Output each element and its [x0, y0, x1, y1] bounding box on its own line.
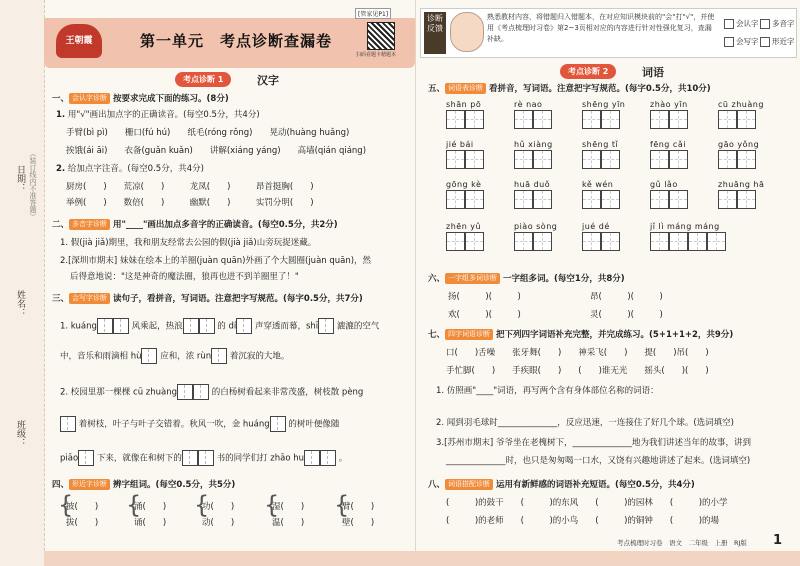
check-label: 会写字 [736, 37, 759, 46]
q-text: 把下列四字词语补充完整，并完成练习。(5+1+1+2，共9分) [496, 330, 734, 340]
word-pair-1-2[interactable]: 拔( ) [66, 518, 99, 528]
brace-icon: { [194, 491, 210, 519]
sentence-text: 的树叶便像随 [288, 419, 340, 430]
write-box[interactable] [446, 110, 465, 129]
write-box[interactable] [182, 450, 198, 466]
write-box[interactable] [318, 318, 334, 334]
write-box[interactable] [270, 416, 286, 432]
tian-grid [514, 232, 557, 251]
word-pair-1-1[interactable]: 披( ) [66, 502, 99, 512]
word-pair-5-2[interactable]: 壁( ) [342, 518, 375, 528]
write-box[interactable] [320, 450, 336, 466]
q-tag: 会写字诊断 [69, 293, 110, 304]
question-3-heading [52, 292, 363, 306]
q3-line1 [60, 318, 379, 334]
write-box[interactable] [465, 190, 484, 209]
pinyin-prompt: jué dé [582, 222, 610, 231]
sentence-text: 中，音乐和雨滴相 hù [60, 351, 142, 362]
pinyin-cell [582, 180, 620, 209]
write-box[interactable] [177, 384, 193, 400]
q-tag: 多音字诊断 [69, 219, 110, 230]
pinyin-cell [718, 100, 764, 129]
write-box[interactable] [514, 150, 533, 169]
pinyin-cell [718, 140, 759, 169]
q7-item3[interactable]: 3.[苏州市期末] 爷爷坐在老槐树下，______________地为我们讲述当年的故事，讲到 [436, 438, 751, 448]
word-pair-3-2[interactable]: 动( ) [202, 518, 235, 528]
q-tag: 词语表诊断 [445, 83, 486, 94]
question-8-heading [428, 478, 695, 492]
write-box[interactable] [650, 190, 669, 209]
write-box[interactable] [446, 150, 465, 169]
sentence-text: 应和，浓 rùn [160, 351, 212, 362]
pinyin-cell [446, 222, 484, 251]
write-box[interactable] [669, 150, 688, 169]
word-pair-5-1[interactable]: 臂( ) [342, 502, 375, 512]
tian-grid [718, 190, 764, 209]
pinyin-cell [582, 222, 620, 251]
pinyin-prompt: gōng kè [446, 180, 482, 189]
write-box[interactable] [97, 318, 113, 334]
tian-grid [514, 150, 553, 169]
check-polyphone[interactable] [760, 18, 795, 29]
sentence-text: 着树枝，叶子与叶子交错着。秋风一吹，金 huáng [78, 419, 270, 430]
pinyin-cell [514, 222, 557, 251]
tian-grid [446, 232, 484, 251]
pinyin-prompt: shēng yīn [582, 100, 626, 109]
pinyin-prompt: rè nao [514, 100, 543, 109]
pinyin-prompt: shēng tǐ [582, 140, 619, 149]
pinyin-prompt: gāo yǒng [718, 140, 760, 149]
pinyin-prompt: jǐ lì máng máng [650, 222, 720, 231]
q7-item2[interactable]: 2. 闻到羽毛球时______________，反应迅速，一连接住了好几个球。(选词填空) [436, 418, 734, 428]
q-text: 按要求完成下面的练习。(8分) [113, 94, 229, 104]
qr-caption: 扫码看题卡精题本 [356, 52, 397, 58]
question-1-heading [52, 92, 229, 106]
check-read[interactable] [724, 18, 759, 29]
q6-row1-b[interactable]: 昂( )( ) [590, 292, 663, 302]
pinyin-prompt: shān pō [446, 100, 482, 109]
tian-grid [650, 190, 688, 209]
q2-row1[interactable]: 厨房( ) 荒凉( ) 龙凤( ) 昂首挺胸( ) [66, 182, 314, 192]
write-box[interactable] [533, 150, 552, 169]
write-box[interactable] [650, 150, 669, 169]
q1-row1[interactable]: 手臂(bì pì) 栅口(fú hú) 纸毛(róng rǒng) 晃动(huàng huǎng) [66, 128, 350, 138]
pinyin-prompt: zhēn yǔ [446, 222, 482, 231]
q-num: 四、 [52, 480, 70, 490]
tian-grid [718, 150, 759, 169]
sentence-text: 的白杨树看起来非常茂盛，树枝散 pèng [211, 387, 364, 398]
pinyin-cell [446, 180, 484, 209]
brace-icon: { [334, 491, 350, 519]
q-num: 七、 [428, 330, 446, 340]
write-box[interactable] [669, 232, 688, 251]
cartoon-face-icon [450, 12, 484, 52]
binding-margin [0, 0, 45, 566]
write-box[interactable] [650, 232, 669, 251]
q-text: 一字组多词。(每空1分，共8分) [503, 274, 625, 284]
footer-text: 考点梳理时习卷 语文 二年级 上册 RJ版 [617, 539, 747, 547]
question-6-heading [428, 272, 625, 286]
pinyin-prompt: piāo [60, 453, 79, 464]
pinyin-cell [650, 100, 688, 129]
write-box[interactable] [737, 150, 756, 169]
q-num: 八、 [428, 480, 446, 490]
q-num: 六、 [428, 274, 446, 284]
q7-item1[interactable]: 1. 仿照画"____"词语，再写两个含有身体部位名称的词语： [436, 386, 659, 396]
check-label: 多音字 [772, 19, 795, 28]
write-box[interactable] [718, 110, 737, 129]
write-box[interactable] [718, 190, 737, 209]
pinyin-prompt: piào sòng [514, 222, 558, 231]
sub-num: 2. [56, 164, 66, 174]
q7-item3-cont[interactable]: ______________时，也只是匆匆喝一口水，又饶有兴趣地讲述了起来。(选词填空) [446, 456, 751, 466]
write-box[interactable] [446, 232, 465, 251]
pinyin-prompt: huā duǒ [514, 180, 551, 189]
word-pair-2-1[interactable]: 涌( ) [134, 502, 167, 512]
q-num: 三、 [52, 294, 70, 304]
q-text: 运用有新鲜感的词语补充短语。(每空0.5分，共4分) [496, 480, 695, 490]
q8-row2[interactable]: ( )的老师 ( )的小鸟 ( )的铜钟 ( )的場 [446, 516, 720, 526]
tian-grid [718, 110, 764, 129]
pinyin-cell [582, 140, 620, 169]
write-box[interactable] [533, 232, 552, 251]
sentence-text: 声穿透而幕，shī [254, 321, 319, 332]
write-box[interactable] [669, 110, 688, 129]
write-box[interactable] [465, 232, 484, 251]
feedback-text: 熟悉教材内容，将错题归入错题本，在对应知识模块前的"会"打"√"，并使用《考点梳理时习卷》第2~3页相对应的内容进行针对性强化复习，查漏补缺。 [487, 13, 715, 43]
write-box[interactable] [688, 232, 707, 251]
write-box[interactable] [582, 232, 601, 251]
q6-row2-b[interactable]: 灵( )( ) [590, 310, 663, 320]
q-text: 读句子，看拼音，写词语。注意把字写规范。(每字0.5分，共7分) [113, 294, 363, 304]
section-title-2: 词语 [642, 66, 664, 79]
pinyin-cell [446, 140, 484, 169]
q2-row2[interactable]: 举例( ) 数倍( ) 幽默( ) 实罚分明( ) [66, 198, 314, 208]
write-box[interactable] [514, 110, 533, 129]
pinyin-prompt: gǔ lǎo [650, 180, 678, 189]
write-box[interactable] [582, 110, 601, 129]
check-write[interactable] [724, 36, 759, 47]
sentence-text: 着沉寂的大地。 [229, 351, 290, 362]
q8-row1[interactable]: ( )的鼓干 ( )的东风 ( )的园林 ( )的小学 [446, 498, 728, 508]
sentence-text: 。 [338, 453, 348, 464]
sentence-text: 的 dí [217, 321, 237, 332]
write-box[interactable] [199, 318, 215, 334]
write-box[interactable] [514, 190, 533, 209]
q-num: 五、 [428, 84, 446, 94]
q7-row1[interactable]: 口( )舌噪 张牙舞( ) 神采飞( ) 提( )吊( ) [446, 348, 709, 358]
q-tag: 词语搭配诊断 [445, 479, 493, 490]
page-number: 1 [773, 533, 783, 548]
seal-note: （装订线内不准答题） [29, 150, 37, 220]
write-box[interactable] [60, 416, 76, 432]
tian-grid [582, 110, 625, 129]
write-box[interactable] [113, 318, 129, 334]
write-box[interactable] [601, 190, 620, 209]
pinyin-cell [650, 140, 688, 169]
tian-grid [446, 190, 484, 209]
q3-line3 [60, 384, 363, 400]
sentence-text: 风乘起，热浪 [131, 321, 183, 332]
write-box[interactable] [718, 150, 737, 169]
pinyin-cell [514, 140, 553, 169]
sub-text: 给加点字注音。(每空0.5分，共4分) [67, 164, 204, 174]
word-pair-2-2[interactable]: 诵( ) [134, 518, 167, 528]
q3-line4 [60, 416, 339, 432]
brace-icon: { [264, 491, 280, 519]
word-pair-4-2[interactable]: 温( ) [272, 518, 305, 528]
write-box[interactable] [465, 150, 484, 169]
write-box[interactable] [737, 190, 756, 209]
pinyin-prompt: zhuāng hā [718, 180, 765, 189]
q2-item2-cont: 后得意地说："这是神奇的魔法圈，狼再也进不到羊圈里了！" [70, 272, 299, 282]
page-title: 第一单元 考点诊断查漏卷 [140, 32, 333, 50]
write-box[interactable] [446, 190, 465, 209]
question-7-heading [428, 328, 733, 342]
brand-logo: 王朝霞 [56, 24, 102, 58]
q2-item1[interactable]: 1. 假(jià jiǎ)期里，我和朋友经常去公园的假(jià jiǎ)山旁玩捉迷藏。 [60, 238, 317, 248]
tian-grid [514, 190, 552, 209]
tian-grid [582, 150, 620, 169]
q-num: 二、 [52, 220, 70, 230]
q1-row2[interactable]: 挨饿(ái āi) 衣备(guǎn kuǎn) 讲解(xiáng yáng) 高墙(qián qiáng) [66, 146, 367, 156]
sentence-text: 2. 校园里那一棵棵 cū zhuàng [60, 387, 178, 398]
q-num: 一、 [52, 94, 70, 104]
tian-grid [582, 232, 620, 251]
write-box[interactable] [304, 450, 320, 466]
q6-row1-a[interactable]: 扬( )( ) [448, 292, 521, 302]
q6-row2-a[interactable]: 欢( )( ) [448, 310, 521, 320]
q-text: 辨字组词。(每空0.5分，共5分) [113, 480, 236, 490]
pinyin-cell [650, 180, 688, 209]
bottom-band [44, 551, 800, 566]
pinyin-cell [718, 180, 764, 209]
tian-grid [514, 110, 552, 129]
pinyin-cell [514, 180, 552, 209]
q1-sub2 [56, 162, 204, 176]
qr-code-icon[interactable] [367, 22, 395, 50]
word-pair-3-1[interactable]: 功( ) [202, 502, 235, 512]
pinyin-prompt: jié bái [446, 140, 474, 149]
feedback-tag: 诊断反馈 [424, 12, 446, 54]
tian-grid [650, 150, 688, 169]
write-box[interactable] [141, 348, 157, 364]
write-box[interactable] [707, 232, 726, 251]
pinyin-cell [650, 222, 726, 251]
write-box[interactable] [533, 190, 552, 209]
tian-grid [446, 110, 484, 129]
question-2-heading [52, 218, 338, 232]
tian-grid [650, 110, 688, 129]
q2-item2[interactable]: 2.[深圳市期末] 妹妹在绘本上的羊圈(juàn quān)外画了个大圆圈(juàn quān)，然 [60, 256, 372, 266]
write-box[interactable] [193, 384, 209, 400]
tian-grid [446, 150, 484, 169]
write-box[interactable] [582, 150, 601, 169]
pinyin-cell [514, 100, 552, 129]
write-box[interactable] [582, 190, 601, 209]
write-box[interactable] [236, 318, 252, 334]
q-tag: 会认字诊断 [69, 93, 110, 104]
section-banner-2: 考点诊断 2 [560, 64, 616, 79]
question-4-heading [52, 478, 235, 492]
write-box[interactable] [183, 318, 199, 334]
write-box[interactable] [601, 150, 620, 169]
q7-row2[interactable]: 手忙脚( ) 手疾眼( ) ( )谁无光 摇头( )( ) [446, 366, 709, 376]
brace-icon: { [58, 491, 74, 519]
q-tag: 形近字诊断 [69, 479, 110, 490]
q-text: 看拼音，写词语。注意把字写规范。(每字0.5分，共10分) [489, 84, 711, 94]
pinyin-cell [582, 100, 625, 129]
pinyin-prompt: zhào yīn [650, 100, 688, 109]
pinyin-prompt: kě wén [582, 180, 614, 189]
qr-tag: [管家见P1] [355, 8, 391, 19]
tian-grid [582, 190, 620, 209]
section-title-1: 汉字 [257, 74, 279, 87]
write-box[interactable] [669, 190, 688, 209]
pinyin-prompt: fēng cǎi [650, 140, 686, 149]
word-pair-4-1[interactable]: 湿( ) [272, 502, 305, 512]
q3-line2 [60, 348, 289, 364]
question-5-heading [428, 82, 711, 96]
check-similar[interactable] [760, 36, 795, 47]
sub-num: 1. [56, 110, 66, 120]
write-box[interactable] [211, 348, 227, 364]
write-box[interactable] [78, 450, 94, 466]
date-label: 日期： [15, 165, 25, 192]
write-box[interactable] [737, 110, 756, 129]
q3-line5 [60, 450, 347, 466]
q1-sub1 [56, 108, 260, 122]
sub-text: 用"√"画出加点字的正确读音。(每空0.5分，共4分) [67, 110, 260, 120]
class-label: 班级： [15, 420, 25, 447]
pinyin-prompt: hǔ xiàng [514, 140, 553, 149]
q-text: 用"____"画出加点多音字的正确读音。(每空0.5分，共2分) [113, 220, 338, 230]
sentence-text: 漉漉的空气 [336, 321, 380, 332]
write-box[interactable] [650, 110, 669, 129]
check-label: 形近字 [772, 37, 795, 46]
pinyin-cell [446, 100, 484, 129]
section-banner-1: 考点诊断 1 [175, 72, 231, 87]
sentence-text: 下来，就像在和树下的 [96, 453, 182, 464]
pinyin-prompt: 1. kuáng [60, 321, 97, 332]
write-box[interactable] [514, 232, 533, 251]
write-box[interactable] [601, 110, 620, 129]
pinyin-prompt: cū zhuàng [718, 100, 764, 109]
sentence-text: 书的同学们打 zhāo hu [216, 453, 305, 464]
q-tag: 四字词语诊断 [445, 329, 493, 340]
write-box[interactable] [533, 110, 552, 129]
write-box[interactable] [601, 232, 620, 251]
tian-grid [650, 232, 726, 251]
check-label: 会认字 [736, 19, 759, 28]
name-label: 姓名： [15, 290, 25, 317]
write-box[interactable] [198, 450, 214, 466]
brace-icon: { [126, 491, 142, 519]
write-box[interactable] [465, 110, 484, 129]
q-tag: 一字组多词诊断 [445, 273, 500, 284]
